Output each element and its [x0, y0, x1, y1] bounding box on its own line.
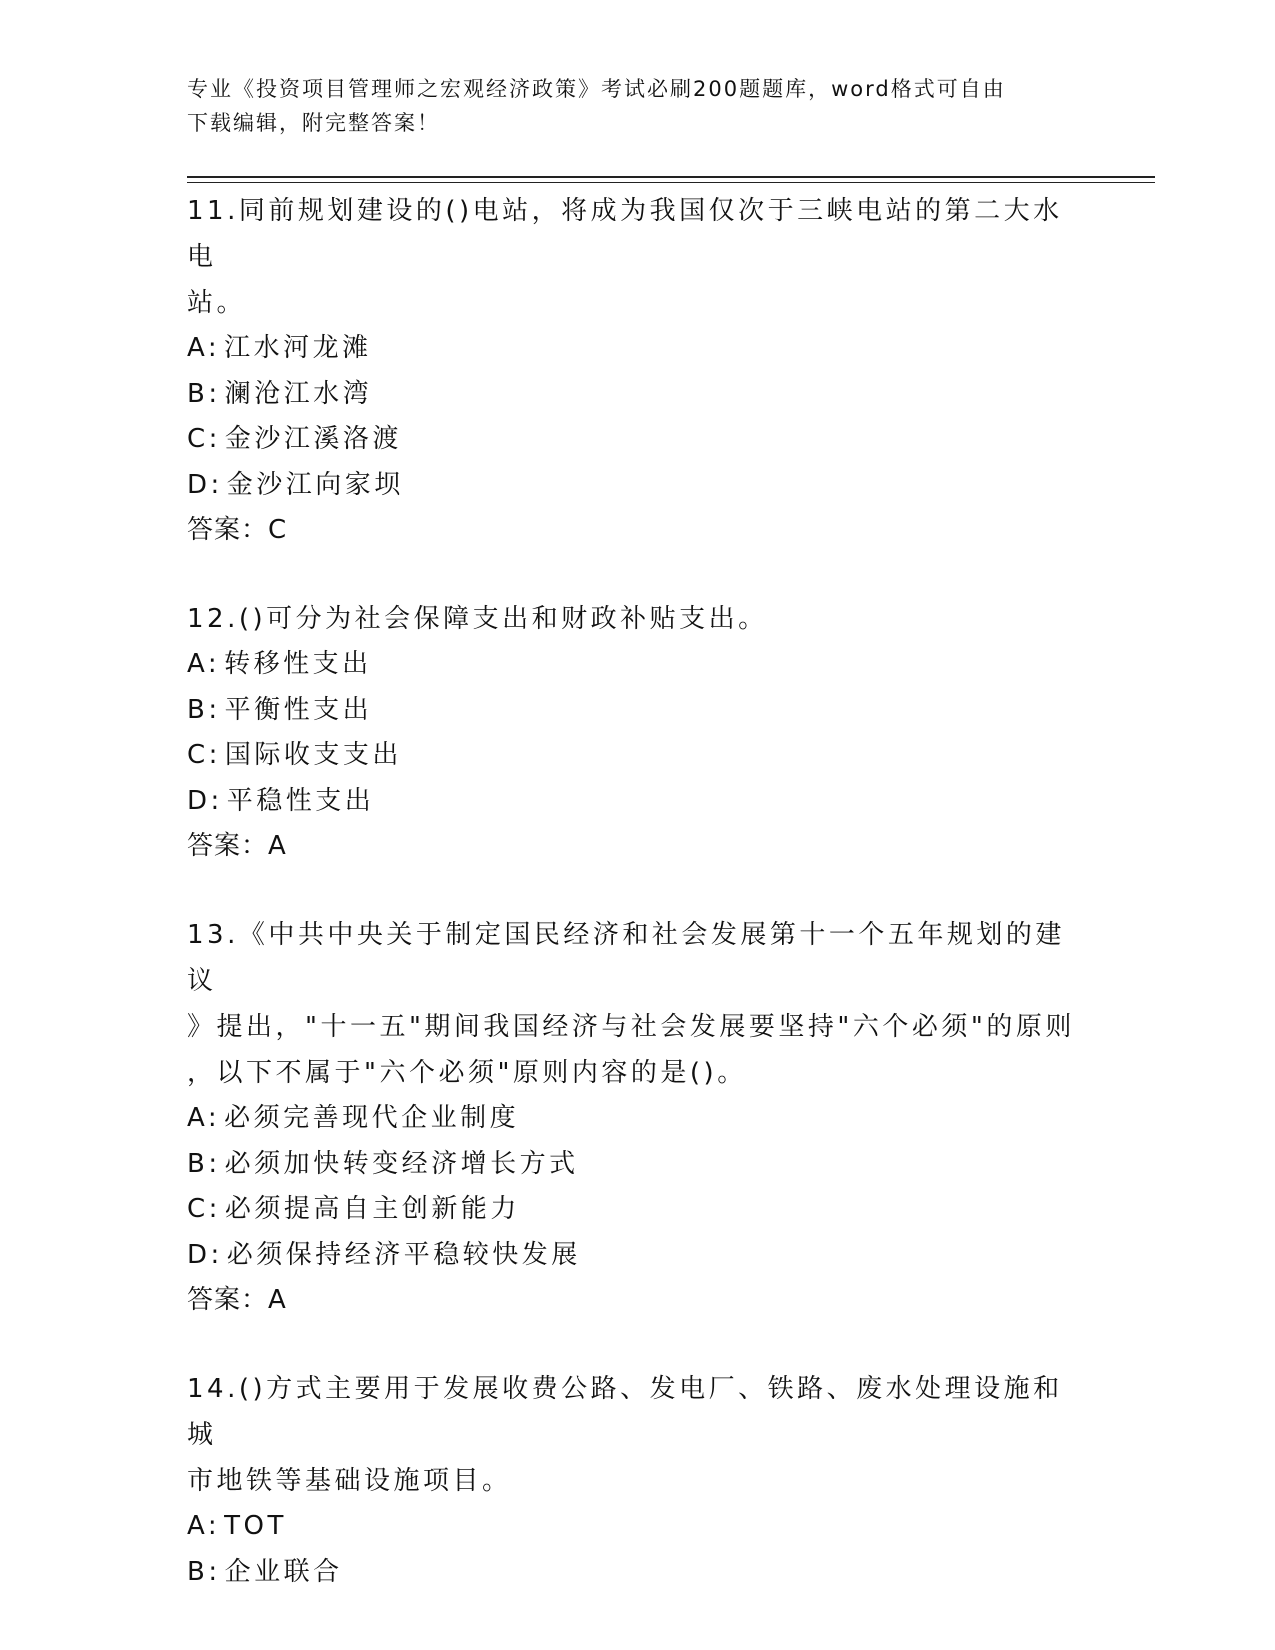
question-stem-line: 市地铁等基础设施项目。 — [187, 1465, 512, 1496]
option-d — [187, 1233, 1087, 1279]
option-label: B: — [187, 378, 221, 409]
option-c — [187, 1187, 1087, 1233]
option-b — [187, 1142, 1087, 1188]
header-line-2: 下载编辑，附完整答案！ — [187, 111, 440, 135]
question-stem-line: ，以下不属于"六个必须"原则内容的是()。 — [187, 1057, 747, 1088]
option-c — [187, 417, 1087, 463]
document-header — [187, 72, 1067, 140]
header-divider-thick — [187, 176, 1155, 178]
question-stem-line: 12.()可分为社会保障支出和财政补贴支出。 — [187, 603, 768, 634]
option-text: 平稳性支出 — [226, 785, 375, 816]
answer-line: 答案：A — [187, 1285, 287, 1316]
option-text: TOT — [224, 1510, 287, 1541]
option-text: 必须保持经济平稳较快发展 — [226, 1239, 581, 1270]
option-label: C: — [187, 1194, 221, 1225]
question-stem-line: 站。 — [187, 288, 247, 318]
option-label: B: — [187, 694, 221, 725]
question-12 — [187, 596, 1087, 870]
option-text: 必须提高自主创新能力 — [224, 1194, 520, 1225]
option-b — [187, 1550, 1087, 1596]
option-text: 必须加快转变经济增长方式 — [224, 1148, 579, 1179]
option-label: C: — [187, 740, 221, 771]
option-label: B: — [187, 1148, 221, 1179]
option-text: 转移性支出 — [224, 648, 372, 679]
option-label: D: — [187, 469, 223, 500]
option-label: C: — [187, 424, 221, 455]
option-a — [187, 642, 1087, 688]
option-label: D: — [187, 785, 223, 816]
answer-line: 答案：C — [187, 515, 288, 546]
question-list — [187, 188, 1087, 1637]
option-d — [187, 463, 1087, 509]
header-divider-thin — [187, 182, 1155, 183]
option-label: A: — [187, 648, 221, 679]
option-text: 国际收支支出 — [224, 740, 402, 771]
option-b — [187, 372, 1087, 418]
question-stem-line: 11.同前规划建设的()电站，将成为我国仅次于三峡电站的第二大水电 — [187, 196, 1063, 272]
option-d — [187, 779, 1087, 825]
option-a — [187, 1096, 1087, 1142]
option-label: A: — [187, 333, 221, 363]
header-line-1: 专业《投资项目管理师之宏观经济政策》考试必刷200题题库，word格式可自由 — [187, 77, 1006, 101]
option-label: D: — [187, 1239, 223, 1270]
option-b — [187, 688, 1087, 734]
option-a — [187, 326, 1087, 372]
question-stem-line: 14.()方式主要用于发展收费公路、发电厂、铁路、废水处理设施和城 — [187, 1373, 1063, 1450]
option-text: 澜沧江水湾 — [224, 378, 373, 409]
question-stem-line: 》提出，"十一五"期间我国经济与社会发展要坚持"六个必须"的原则 — [187, 1011, 1075, 1042]
option-text: 江水河龙滩 — [224, 333, 372, 363]
option-label: A: — [187, 1102, 221, 1133]
question-13 — [187, 912, 1087, 1324]
question-stem-line: 13.《中共中央关于制定国民经济和社会发展第十一个五年规划的建议 — [187, 919, 1065, 996]
answer-line: 答案：A — [187, 831, 287, 862]
option-text: 必须完善现代企业制度 — [224, 1102, 520, 1133]
option-label: A: — [187, 1510, 221, 1541]
question-14 — [187, 1366, 1087, 1595]
option-c — [187, 733, 1087, 779]
option-text: 平衡性支出 — [224, 694, 373, 725]
option-text: 金沙江向家坝 — [226, 469, 404, 500]
option-label: B: — [187, 1556, 221, 1587]
option-text: 企业联合 — [224, 1556, 343, 1587]
question-11 — [187, 188, 1087, 554]
option-text: 金沙江溪洛渡 — [224, 424, 402, 455]
option-a — [187, 1504, 1087, 1550]
